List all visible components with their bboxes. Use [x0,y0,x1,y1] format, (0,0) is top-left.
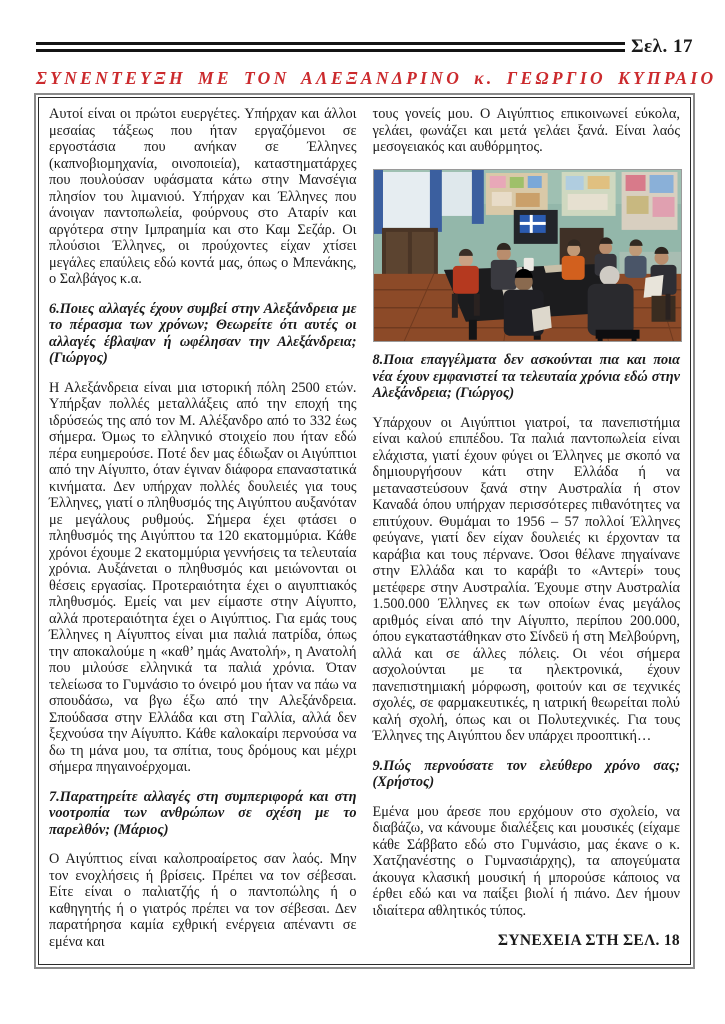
answer-6: Η Αλεξάνδρεια είναι μια ιστορική πόλη 2500 ετών. Υπήρξαν πολλές μεταλλάξεις από την εποχή της ιδρύσεώς της από τον Μ. Αλέξανδρο από το 332 έως σήμερα. Όμως το ελληνικό στοιχείο που ήταν εδώ πέρα ευημερούσε. Ποτέ δεν μας έδιωξαν οι Αιγύπτιοι από την Αίγυπτο, όταν έγιναν διάφορα επαναστατικά κινήματα. Δεν υπήρχαν πολλές δουλειές για τους Έλληνες, γιατί ο πληθυσμός της Αιγύπτου αυξανόταν με μεγάλους ρυθμούς. Σήμερα έχει φτάσει ο πληθυσμός της Αιγύπτου τα 120 εκατομμύρια. Κάθε χρόνοι έχουμε 2 εκατομμύρια γεννήσεις τα τελευταία χρόνια. Αυξάνεται ο πληθυσμός και μειώνονται οι θέσεις εργασίας. Προτεραιότητα έχει ο αιγυπτιακός πληθυσμός. Εμείς ναι μεν είμαστε στην Αίγυπτο, αλλά προτεραιότητα έχει ο Αιγύπτιος. Για εμάς τους Έλληνες η Αίγυπτος είναι μια παλιά πατρίδα, όπως την αποκαλούμε η «καθ’ ημάς Ανατολή», η Ανατολή που μιλούσε ελληνικά τα παλιά χρόνια. Όταν τελείωσα το Γυμνάσιο το όνειρό μου ήταν να πάω να σπουδάσω, να βγω έξω από την Αλεξάνδρεια. Σπούδασα στην Ελλάδα και στη Γαλλία, αλλά δεν ξεχνούσα την Αίγυπτο. Κάθε καλοκαίρι περνούσα να δω τη μάνα μου, τα σπίτια, τους δρόμους και μέχρι σήμερα πηγαινοέρχομαι. [49,379,357,775]
question-9: 9.Πώς περνούσατε τον ελεύθερο χρόνο σας; (Χρήστος) [372,757,680,791]
header-rule-row [36,36,693,58]
answer-paragraph: Αυτοί είναι οι πρώτοι ευεργέτες. Υπήρχαν και άλλοι μεσαίας τάξεως που ήταν εργαζόμενοι σε εργοστάσια που ανήκαν σε Έλληνες (καπνοβιομηχανία, οινοποιεία), καταστηματάρχες που πουλούσαν υφάσματα κάτω στην Μανσέγια πλησίον του λιμανιού. Υπήρχαν και Έλληνες που άνοιγαν παντοπωλεία, φούρνους στο Αταρίν και αργότερα στην Ιμπραημία και στο Καμ Σεζάρ. Οι πλούσιοι Έλληνες, οι προύχοντες είχαν χτίσει μεγάλες επαύλεις εδώ κοντά μας, όπως ο Μπενάκης, ο Σαλβάγος κ.α. [49,106,357,287]
page-title: ΣΥΝΕΝΤΕΥΞΗ ΜΕ ΤΟΝ ΑΛΕΞΑΝΔΡΙΝΟ κ. ΓΕΩΡΓΙΟ ΚΥΠΡΑΙΟ [36,68,717,88]
classroom-photo [373,169,681,343]
answer-9: Εμένα μου άρεσε που ερχόμουν στο σχολείο, να διαβάζω, να κάνουμε διαλέξεις και μουσικές (είχαμε κάθε Σάββατο εδώ στο Γυμνάσιο, μας έκανε ο κ. Χατζηανέστης ο Γυμνασιάρχης), τα απογεύματα άκουγα κλασική μουσική ή μπορούσε κάποιος να έρθει εδώ και να παίξει βιολί ή πιάνο. Δεν ήμουν ιδιαίτερα αθλητικός τύπος. [372,803,680,919]
continuation-note: ΣΥΝΕΧΕΙΑ ΣΤΗ ΣΕΛ. 18 [497,932,680,950]
answer-7: Ο Αιγύπτιος είναι καλοπροαίρετος σαν λαός. Μην τον ενοχλήσεις ή βρίσεις. Πρέπει να τον σέβεσαι. Είτε είναι ο παλιατζής ή ο παντοπώλης ή ο καθηγητής ή ο γιατρός πρέπει να τον σέβεσαι. Δεν παρατήρησα καμία εχθρική ενέργεια απέναντι σε εμένα και [49,851,357,950]
question-6: 6.Ποιες αλλαγές έχουν συμβεί στην Αλεξάνδρεια με το πέρασμα των χρόνων; Θεωρείτε ότι αυτές οι αλλαγές έβλαψαν ή ωφέλησαν την Αλεξάνδρεια; (Γιώργος) [49,300,357,366]
answer-8: Υπάρχουν οι Αιγύπτιοι γιατροί, τα πανεπιστήμια είναι καλού επιπέδου. Τα παλιά παντοπωλεία είναι ελάχιστα, γιατί έχουν φύγει οι Έλληνες με σκοπό να δημιουργήσουν κάτι στην Ελλάδα ή να μεταναστεύσουν ξανά στην Αυστραλία ή στον Καναδά όπου υπήρχαν περισσότερες πιθανότητες να επιτύχουν. Θυμάμαι το 1956 – 57 πολλοί Έλληνες φεύγανε, γιατί δεν είχαν δουλειές κι έρχονταν τα καράβια και τους πέρνανε. Όσοι θέλανε πηγαίνανε στην Ελλάδα και το καράβι το «Αντερί» τους μετέφερε στην Αυστραλία. Έχουμε στην Αυστραλία 1.500.000 Έλληνες εκ των οποίων ένας μεγάλος αριθμός είναι από την Αίγυπτο, περίπου 200.000, όπου εγκαταστάθηκαν στο Σίνδεϋ ή στη Μελβούρνη, αλλά και σε άλλες πόλεις. Οι νέοι σήμερα ασχολούνται με τα ηλεκτρονικά, έχουν πανεπιστημιακή μόρφωση, φοιτούν και σε τεχνικές σχολές, σε φαρμακευτικές, η ιατρική θεωρείται πολύ καλή σχολή, όπως και οι Πολυτεχνικές. Για τους Έλληνες της Αιγύπτου δεν υπάρχει προοπτική… [372,414,680,745]
classroom-photo-illustration [373,169,683,343]
left-column [49,106,357,954]
page-number: Σελ. 17 [631,36,693,57]
question-7: 7.Παρατηρείτε αλλαγές στη συμπεριφορά και στη νοοτροπία των ανθρώπων σε σχέση με το παρελθόν; (Μάριος) [49,788,357,838]
right-column [373,106,681,954]
article-frame [38,97,691,965]
page-header [36,36,717,89]
double-rule-divider [36,42,625,52]
question-8: 8.Ποια επαγγέλματα δεν ασκούνται πια και ποια νέα έχουν εμφανιστεί τα τελευταία χρόνια εδώ στην Αλεξάνδρεια; (Γιώργος) [372,352,680,402]
answer-7-continuation: τους γονείς μου. Ο Αιγύπτιος επικοινωνεί εύκολα, γελάει, φωνάζει και μετά γελάει ξανά. Είναι λαός μεσογειακός και αυθόρμητος. [372,106,680,155]
